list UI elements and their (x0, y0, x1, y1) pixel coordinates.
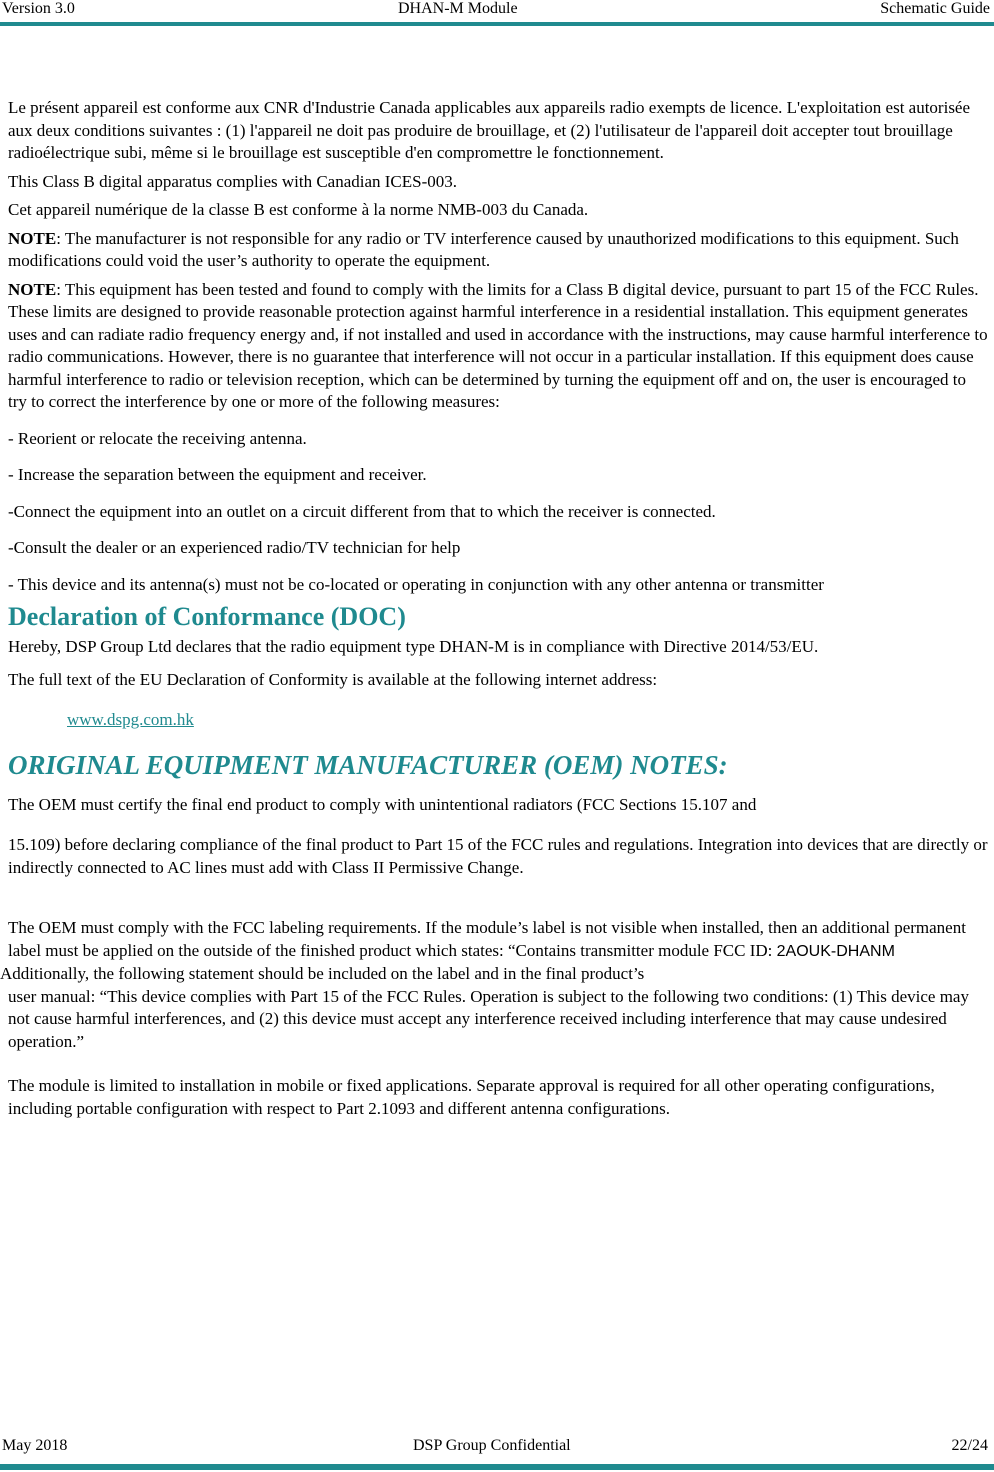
note-2 (8, 279, 988, 414)
header-rule (0, 22, 994, 26)
note-1-text: : The manufacturer is not responsible for any radio or TV interference caused by unauthorized modifications to this equipment. Such modifications could void the user’s authority to operate the equipment. (8, 228, 959, 270)
oem-paragraph-3b: user manual: “This device complies with Part 15 of the FCC Rules. Operation is subject to the following two conditions: (1) This device may not cause harmful interferences, and (2) this device must accept any interference received including interference that may cause undesired operation.” (8, 986, 969, 1051)
header-version: Version 3.0 (2, 0, 75, 17)
oem-paragraph-3a: Additionally, the following statement should be included on the label and in the final product’s (0, 964, 645, 983)
dspg-link[interactable]: www.dspg.com.hk (67, 710, 194, 729)
fcc-id: 2AOUK-DHANM (776, 942, 895, 960)
nmb-paragraph: Cet appareil numérique de la classe B est conforme à la norme NMB-003 du Canada. (8, 200, 589, 219)
footer-rule (0, 1464, 994, 1470)
note-label: NOTE (8, 279, 57, 299)
note-2-text: : This equipment has been tested and found to comply with the limits for a Class B digital device, pursuant to part 15 of the FCC Rules. These limits are designed to provide reasonable protection against harmful interference in a residential installation. This equipment generates uses and can radiate radio frequency energy and, if not installed and used in accordance with the instructions, may cause harmful interference to radio communications. However, there is no guarantee that interference will not occur in a particular installation. If this equipment does cause harmful interference to radio or television reception, which can be determined by turning the equipment off and on, the user is encouraged to try to correct the interference by one or more of the following measures: (8, 279, 988, 411)
measure-item: - This device and its antenna(s) must not be co-located or operating in conjunction with any other antenna or transmitter (8, 574, 824, 594)
french-compliance-paragraph: Le présent appareil est conforme aux CNR d'Industrie Canada applicables aux appareils radio exempts de licence. L'exploitation est autorisée aux deux conditions suivantes : (1) l'appareil ne doit pas produire de brouillage, et (2) l'utilisateur de l'appareil doit accepter tout brouillage radioélectrique subi, même si le brouillage est susceptible d'en compromettre le fonctionnement. (8, 98, 971, 162)
doc-paragraph-2: The full text of the EU Declaration of Conformity is available at the following internet address: (8, 669, 658, 689)
page-footer (0, 1437, 994, 1461)
measure-item: -Consult the dealer or an experienced radio/TV technician for help (8, 538, 461, 557)
page-body (0, 97, 988, 1120)
note-1 (8, 228, 988, 273)
header-module-title: DHAN-M Module (398, 0, 518, 17)
oem-heading: ORIGINAL EQUIPMENT MANUFACTURER (OEM) NOTES: (8, 749, 728, 780)
measure-item: -Connect the equipment into an outlet on a circuit different from that to which the receiver is connected. (8, 501, 716, 521)
measure-item: - Increase the separation between the equipment and receiver. (8, 465, 427, 484)
measure-item: - Reorient or relocate the receiving antenna. (8, 428, 307, 448)
ices-paragraph: This Class B digital apparatus complies with Canadian ICES-003. (8, 171, 458, 191)
note-label: NOTE (8, 228, 57, 248)
footer-confidential: DSP Group Confidential (413, 1437, 571, 1454)
oem-paragraph-1b: 15.109) before declaring compliance of the final product to Part 15 of the FCC rules and regulations. Integration into devices that are directly or indirectly connected to AC lines must add with Class II Permissive Change. (8, 835, 988, 877)
oem-paragraph-4: The module is limited to installation in mobile or fixed applications. Separate approval is required for all other operating configurations, including portable configuration with respect to Part 2.1093 and different antenna configurations. (8, 1076, 935, 1118)
footer-page-number: 22/24 (951, 1437, 988, 1454)
doc-heading: Declaration of Conformance (DOC) (8, 602, 406, 631)
oem-paragraph-2-text: The OEM must comply with the FCC labeling requirements. If the module’s label is not visible when installed, then an additional permanent label must be applied on the outside of the finished product which states: “Contains transmitter module FCC ID: (8, 918, 966, 960)
header-guide: Schematic Guide (880, 0, 990, 17)
footer-date: May 2018 (2, 1437, 68, 1454)
doc-paragraph-1: Hereby, DSP Group Ltd declares that the radio equipment type DHAN-M is in compliance with Directive 2014/53/EU. (8, 637, 819, 656)
oem-paragraph-2 (8, 917, 988, 963)
oem-paragraph-1a: The OEM must certify the final end product to comply with unintentional radiators (FCC Sections 15.107 and (8, 794, 757, 814)
